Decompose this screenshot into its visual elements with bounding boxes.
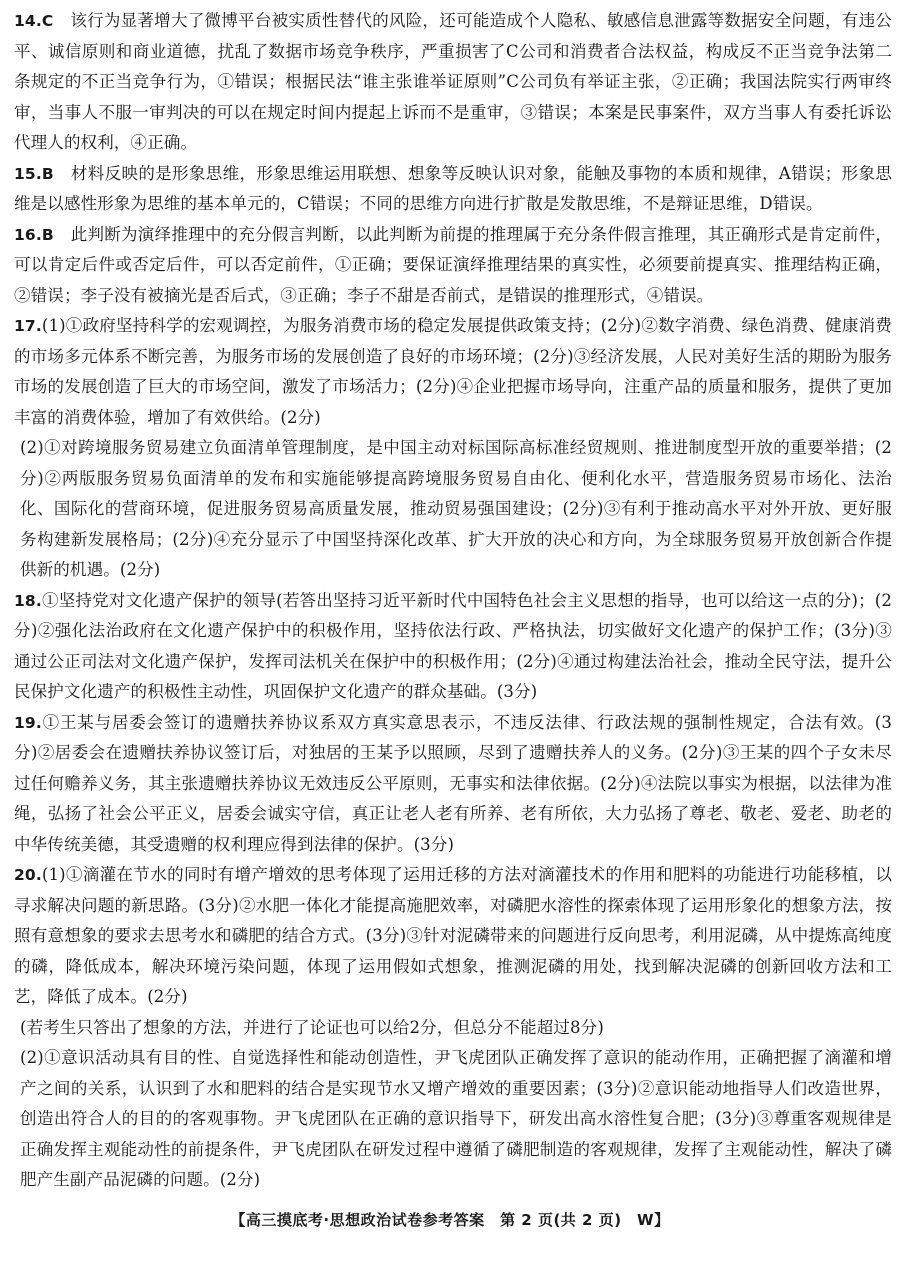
answer-text: 该行为显著增大了微博平台被实质性替代的风险，还可能造成个人隐私、敏感信息泄露等数据安全问题，有违公平、诚信原则和商业道德，扰乱了数据市场竞争秩序，严重损害了C公司和消费者合法权益，构成反不正当竞争法第二条规定的不正当竞争行为，①错误；根据民法“谁主张谁举证原则”C公司负有举证主张，②正确；我国法院实行两审终审，当事人不服一审判决的可以在规定时间内提起上诉而不是重审，③错误；本案是民事案件，双方当事人有委托诉讼代理人的权利，④正确。	[14, 11, 892, 152]
question-number: 19.	[14, 713, 42, 732]
answer-20-part2: (2)①意识活动具有目的性、自觉选择性和能动创造性，尹飞虎团队正确发挥了意识的能动作用，正确把握了滴灌和增产之间的关系，认识到了水和肥料的结合是实现节水又增产增效的重要因素；(3分)②意识能动地指导人们改造世界，创造出符合人的目的的客观事物。尹飞虎团队在正确的意识指导下，研发出高水溶性复合肥；(3分)③尊重客观规律是正确发挥主观能动性的前提条件，尹飞虎团队在研发过程中遵循了磷肥制造的客观规律，发挥了主观能动性，解决了磷肥产生副产品泥磷的问题。(2分)	[20, 1048, 892, 1189]
question-number: 15.B	[14, 164, 54, 183]
answer-key-page	[14, 6, 892, 1196]
answer-16	[14, 220, 892, 312]
question-number: 18.	[14, 591, 42, 610]
answer-text: (1)①政府坚持科学的宏观调控，为服务消费市场的稳定发展提供政策支持；(2分)②数字消费、绿色消费、健康消费的市场多元体系不断完善，为服务市场的发展创造了良好的市场环境；(2分)③经济发展，人民对美好生活的期盼为服务市场的发展创造了巨大的市场空间，激发了市场活力；(2分)④企业把握市场导向，注重产品的质量和服务，提供了更加丰富的消费体验，增加了有效供给。(2分)	[14, 316, 892, 427]
answer-15	[14, 159, 892, 220]
question-number: 17.	[14, 317, 42, 335]
question-number: 14.C	[14, 12, 54, 30]
answer-18	[14, 586, 892, 708]
answer-20-note: (若考生只答出了想象的方法，并进行了论证也可以给2分，但总分不能超过8分)	[20, 1017, 604, 1037]
answer-text: (1)①滴灌在节水的同时有增产增效的思考体现了运用迁移的方法对滴灌技术的作用和肥料的功能进行功能移植，以寻求解决问题的新思路。(3分)②水肥一体化才能提高施肥效率，对磷肥水溶性的探索体现了运用形象化的想象方法，按照有意想象的要求去思考水和磷肥的结合方式。(3分)③针对泥磷带来的问题进行反向思考，利用泥磷，从中提炼高纯度的磷，降低成本，解决环境污染问题，体现了运用假如式想象，推测泥磷的用处，找到解决泥磷的创新回收方法和工艺，降低了成本。(2分)	[14, 865, 892, 1006]
answer-14	[14, 6, 892, 159]
answer-text: 材料反映的是形象思维，形象思维运用联想、想象等反映认识对象，能触及事物的本质和规律，A错误；形象思维是以感性形象为思维的基本单元的，C错误；不同的思维方向进行扩散是发散思维，不是辩证思维，D错误。	[14, 163, 892, 213]
answer-20-part1	[14, 860, 892, 1013]
answer-17-part2: (2)①对跨境服务贸易建立负面清单管理制度，是中国主动对标国际高标准经贸规则、推进制度型开放的重要举措；(2分)②两版服务贸易负面清单的发布和实施能够提高跨境服务贸易自由化、便利化水平，营造服务贸易市场化、法治化、国际化的营商环境，促进服务贸易高质量发展，推动贸易强国建设；(2分)③有利于推动高水平对外开放、更好服务构建新发展格局；(2分)④充分显示了中国坚持深化改革、扩大开放的决心和方向，为全球服务贸易开放创新合作提供新的机遇。(2分)	[20, 438, 892, 579]
question-number: 20.	[14, 866, 42, 884]
answer-text: ①坚持党对文化遗产保护的领导(若答出坚持习近平新时代中国特色社会主义思想的指导，也可以给这一点的分)；(2分)②强化法治政府在文化遗产保护中的积极作用，坚持依法行政、严格执法，切实做好文化遗产的保护工作；(3分)③通过公正司法对文化遗产保护，发挥司法机关在保护中的积极作用；(2分)④通过构建法治社会，推动全民守法，提升公民保护文化遗产的积极性主动性，巩固保护文化遗产的群众基础。(3分)	[14, 590, 892, 701]
answer-text: ①王某与居委会签订的遗赠扶养协议系双方真实意思表示，不违反法律、行政法规的强制性规定，合法有效。(3分)②居委会在遗赠扶养协议签订后，对独居的王某予以照顾，尽到了遗赠扶养人的义务。(2分)③王某的四个子女未尽过任何赡养义务，其主张遗赠扶养协议无效违反公平原则，无事实和法律依据。(2分)④法院以事实为根据，以法律为准绳，弘扬了社会公平正义，居委会诚实守信，真正让老人老有所养、老有所依，大力弘扬了尊老、敬老、爱老、助老的中华传统美德，其受遗赠的权利理应得到法律的保护。(3分)	[14, 712, 892, 854]
question-number: 16.B	[14, 225, 54, 244]
answer-17-part1	[14, 311, 892, 433]
answer-text: 此判断为演绎推理中的充分假言判断，以此判断为前提的推理属于充分条件假言推理，其正确形式是肯定前件，可以肯定后件或否定后件，可以否定前件，①正确；要保证演绎推理结果的真实性，必须要前提真实、推理结构正确，②错误；李子没有被摘光是否后式，③正确；李子不甜是否前式，是错误的推理形式，④错误。	[14, 224, 892, 305]
answer-19	[14, 708, 892, 861]
page-footer: 【高三摸底考·思想政治试卷参考答案 第 2 页(共 2 页) W】	[230, 1211, 670, 1229]
